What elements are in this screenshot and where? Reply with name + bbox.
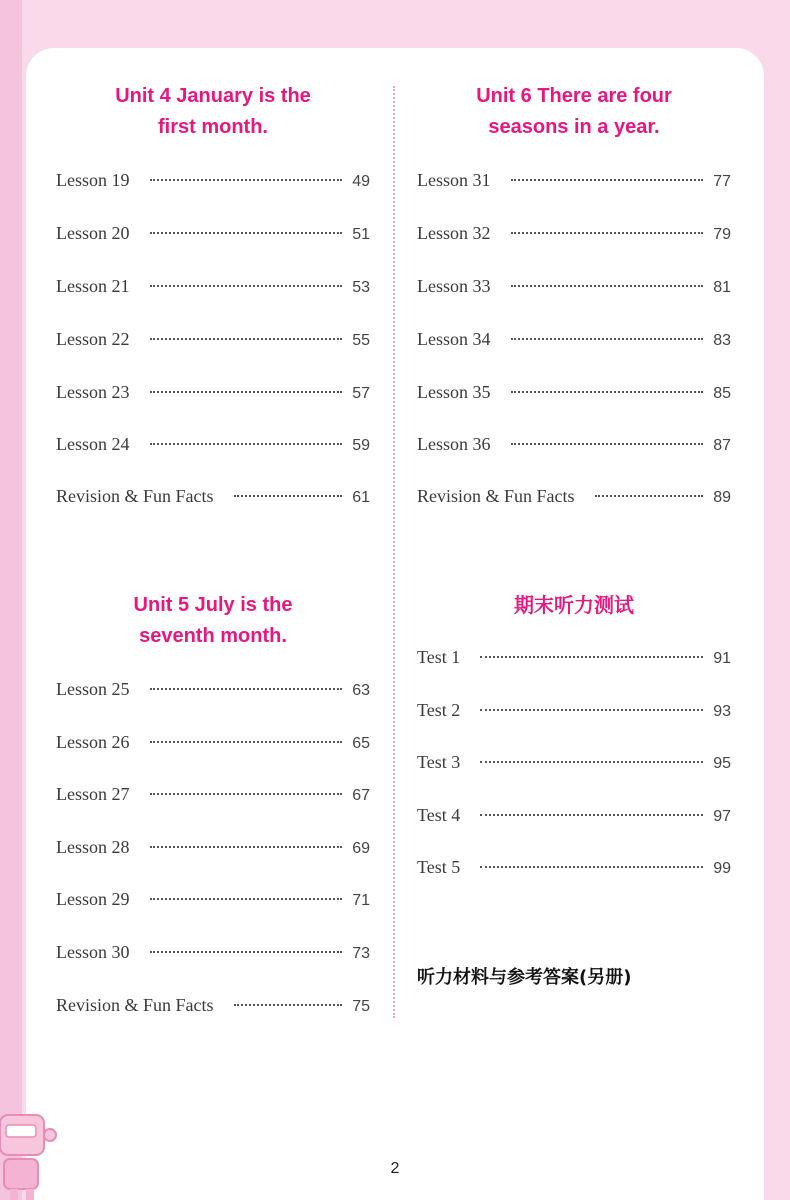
- toc-entry[interactable]: [56, 276, 370, 300]
- leader-dots: [150, 898, 343, 900]
- entry-label: Lesson 21: [56, 276, 130, 296]
- heading-line: first month.: [158, 116, 268, 138]
- toc-entry[interactable]: [417, 486, 731, 510]
- entry-page: 89: [713, 489, 731, 506]
- entry-page: 81: [713, 279, 731, 296]
- entry-page: 63: [352, 682, 370, 699]
- toc-entry[interactable]: [417, 329, 731, 353]
- leader-dots: [150, 285, 343, 287]
- entry-label: Test 3: [417, 752, 461, 772]
- leader-dots: [480, 866, 703, 868]
- toc-entry[interactable]: [56, 942, 370, 966]
- toc-entry[interactable]: [56, 837, 370, 861]
- entry-page: 85: [713, 385, 731, 402]
- entry-label: Lesson 31: [417, 170, 491, 190]
- toc-entry[interactable]: [56, 170, 370, 194]
- entry-label: Lesson 34: [417, 329, 491, 349]
- leader-dots: [150, 232, 343, 234]
- leader-dots: [150, 688, 343, 690]
- leader-dots: [150, 951, 343, 953]
- leader-dots: [511, 338, 704, 340]
- entry-page: 77: [713, 173, 731, 190]
- toc-entry[interactable]: [417, 170, 731, 194]
- leader-dots: [511, 285, 704, 287]
- entry-page: 87: [713, 437, 731, 454]
- leader-dots: [150, 338, 343, 340]
- entry-page: 65: [352, 735, 370, 752]
- heading-line: Unit 5 July is the: [133, 594, 293, 616]
- entry-label: Lesson 20: [56, 223, 130, 243]
- entry-label: Lesson 36: [417, 434, 491, 454]
- entry-label: Lesson 33: [417, 276, 491, 296]
- entry-page: 49: [352, 173, 370, 190]
- entry-page: 73: [352, 945, 370, 962]
- toc-entry[interactable]: [417, 857, 731, 881]
- toc-entry[interactable]: [56, 995, 370, 1019]
- entry-page: 53: [352, 279, 370, 296]
- toc-entry[interactable]: [56, 223, 370, 247]
- entry-label: Lesson 32: [417, 223, 491, 243]
- heading-line: Unit 4 January is the: [115, 85, 311, 107]
- page-number: 2: [390, 1160, 400, 1177]
- leader-dots: [234, 495, 343, 497]
- entry-page: 59: [352, 437, 370, 454]
- toc-entry[interactable]: [56, 486, 370, 510]
- heading-line: seventh month.: [139, 625, 287, 647]
- leader-dots: [511, 232, 704, 234]
- leader-dots: [511, 391, 704, 393]
- leader-dots: [150, 179, 343, 181]
- entry-page: 71: [352, 892, 370, 909]
- entry-label: Lesson 26: [56, 732, 130, 752]
- appendix-note: 听力材料与参考答案(另册): [417, 967, 632, 988]
- toc-entry[interactable]: [56, 679, 370, 703]
- entry-page: 51: [352, 226, 370, 243]
- section-heading-unit-4: [56, 81, 370, 143]
- entry-page: 55: [352, 332, 370, 349]
- entry-page: 91: [713, 650, 731, 667]
- entry-label: Lesson 30: [56, 942, 130, 962]
- leader-dots: [511, 443, 704, 445]
- leader-dots: [150, 443, 343, 445]
- entry-page: 69: [352, 840, 370, 857]
- entry-label: Test 5: [417, 857, 461, 877]
- leader-dots: [480, 709, 703, 711]
- entry-label: Revision & Fun Facts: [56, 995, 214, 1015]
- entry-label: Test 1: [417, 647, 461, 667]
- leader-dots: [150, 846, 343, 848]
- page-edge-strip: [0, 0, 22, 1200]
- toc-entry[interactable]: [56, 434, 370, 458]
- leader-dots: [150, 391, 343, 393]
- toc-entry[interactable]: [417, 223, 731, 247]
- entry-page: 79: [713, 226, 731, 243]
- entry-page: 75: [352, 998, 370, 1015]
- entry-page: 61: [352, 489, 370, 506]
- toc-entry[interactable]: [417, 805, 731, 829]
- toc-entry[interactable]: [417, 382, 731, 406]
- leader-dots: [595, 495, 704, 497]
- toc-entry[interactable]: [417, 752, 731, 776]
- leader-dots: [150, 741, 343, 743]
- toc-entry[interactable]: [56, 784, 370, 808]
- entry-label: Test 2: [417, 700, 461, 720]
- section-heading-unit-5: [56, 590, 370, 652]
- entry-page: 99: [713, 860, 731, 877]
- entry-label: Revision & Fun Facts: [56, 486, 214, 506]
- leader-dots: [511, 179, 704, 181]
- toc-entry[interactable]: [417, 647, 731, 671]
- toc-entry[interactable]: [56, 329, 370, 353]
- toc-entry[interactable]: [417, 434, 731, 458]
- entry-label: Revision & Fun Facts: [417, 486, 575, 506]
- toc-entry[interactable]: [56, 382, 370, 406]
- entry-label: Lesson 19: [56, 170, 130, 190]
- toc-entry[interactable]: [417, 700, 731, 724]
- toc-entry[interactable]: [417, 276, 731, 300]
- leader-dots: [480, 656, 703, 658]
- section-heading-unit-6: [417, 81, 731, 143]
- toc-entry[interactable]: [56, 732, 370, 756]
- heading-line: 期末听力测试: [514, 593, 634, 617]
- entry-label: Lesson 29: [56, 889, 130, 909]
- leader-dots: [480, 814, 703, 816]
- entry-page: 95: [713, 755, 731, 772]
- leader-dots: [480, 761, 703, 763]
- entry-label: Lesson 25: [56, 679, 130, 699]
- heading-line: Unit 6 There are four: [476, 85, 672, 107]
- heading-line: seasons in a year.: [488, 116, 660, 138]
- entry-page: 97: [713, 808, 731, 825]
- column-divider: [393, 86, 395, 1018]
- entry-label: Test 4: [417, 805, 461, 825]
- leader-dots: [150, 793, 343, 795]
- entry-label: Lesson 22: [56, 329, 130, 349]
- leader-dots: [234, 1004, 343, 1006]
- section-heading-final-listening: [417, 590, 731, 621]
- entry-label: Lesson 35: [417, 382, 491, 402]
- entry-page: 67: [352, 787, 370, 804]
- robot-mascot-icon: [0, 1105, 60, 1200]
- entry-page: 83: [713, 332, 731, 349]
- entry-label: Lesson 24: [56, 434, 130, 454]
- toc-entry[interactable]: [56, 889, 370, 913]
- entry-page: 57: [352, 385, 370, 402]
- entry-label: Lesson 28: [56, 837, 130, 857]
- entry-label: Lesson 27: [56, 784, 130, 804]
- entry-label: Lesson 23: [56, 382, 130, 402]
- entry-page: 93: [713, 703, 731, 720]
